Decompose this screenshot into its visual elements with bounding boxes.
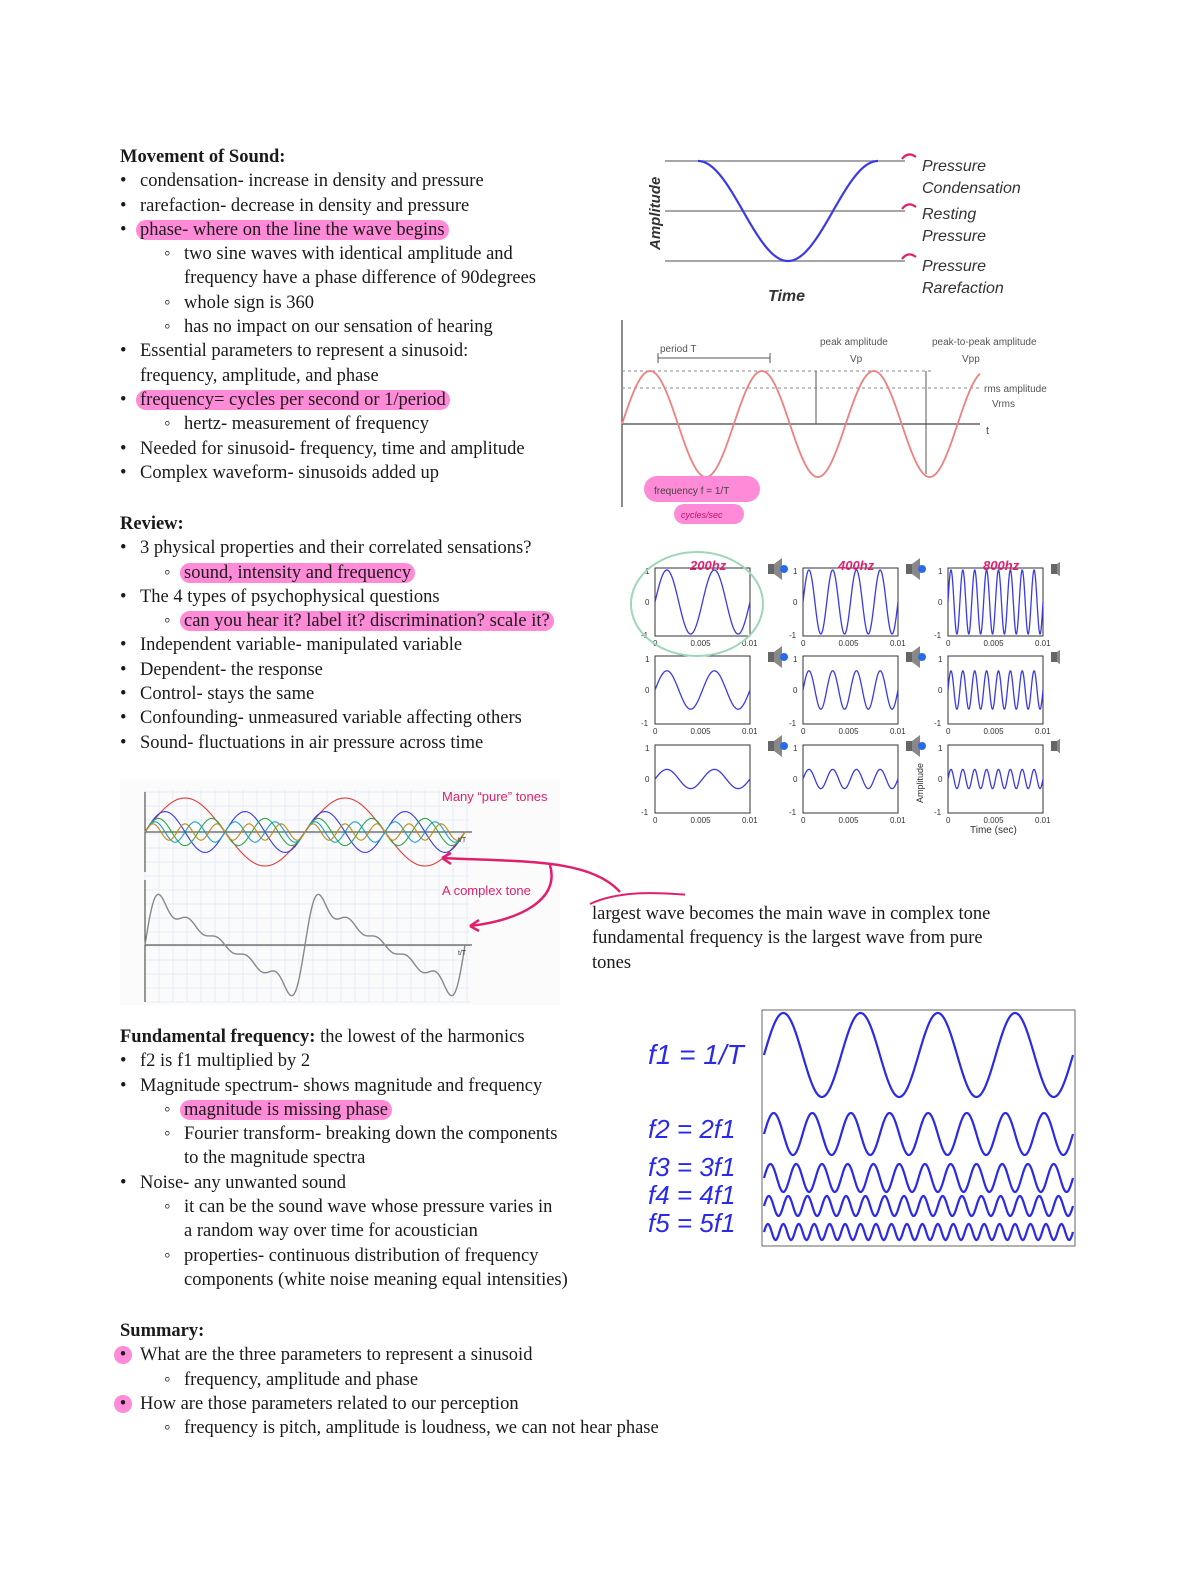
item-text: condensation- increase in density and pressure xyxy=(140,171,484,192)
harmonic-label: f3 = 3f1 xyxy=(648,1152,736,1182)
bullet-item xyxy=(120,633,640,657)
bullet-item xyxy=(120,1392,760,1416)
bullet-item xyxy=(120,536,640,560)
item-text: to the magnitude spectra xyxy=(184,1148,366,1169)
xtick-label: 0.005 xyxy=(983,639,1004,648)
xtick-label: 0.01 xyxy=(742,727,758,736)
xtick-label: 0.01 xyxy=(1035,816,1051,825)
harmonics-figure xyxy=(640,1008,1080,1248)
item-text: a random way over time for acoustician xyxy=(184,1221,478,1242)
ytick-label: -1 xyxy=(789,808,797,817)
speaker-icon xyxy=(906,558,926,580)
bullet-item xyxy=(120,585,640,609)
bullet-item xyxy=(120,706,640,730)
grid-xlabel: Time (sec) xyxy=(970,825,1017,836)
bullet-item xyxy=(120,682,640,706)
grid-ylabel: Amplitude xyxy=(915,762,925,803)
item-text: Magnitude spectrum- shows magnitude and frequency xyxy=(140,1075,543,1096)
item-text: phase- where on the line the wave begins xyxy=(136,220,449,240)
bullet-item xyxy=(120,339,640,363)
ytick-label: 0 xyxy=(793,686,798,695)
bullet-item xyxy=(120,1074,640,1098)
rms-label: rms amplitude xyxy=(984,384,1047,395)
item-text: properties- continuous distribution of frequency xyxy=(184,1245,539,1266)
ytick-label: 0 xyxy=(645,775,650,784)
ytick-label: 0 xyxy=(938,686,943,695)
xtick-label: 0 xyxy=(801,639,806,648)
item-text: Fourier transform- breaking down the components xyxy=(184,1124,558,1145)
label-resting-pressure: Pressure xyxy=(922,228,987,245)
harmonic-label: f4 = 4f1 xyxy=(648,1180,736,1210)
frequency-formula: frequency f = 1/T xyxy=(654,486,730,497)
sub-bullet-item xyxy=(120,412,640,436)
item-text: frequency is pitch, amplitude is loudness, we can not hear phase xyxy=(184,1418,659,1439)
bullet-item xyxy=(120,169,640,193)
bullet-item xyxy=(120,1171,640,1195)
period-label: period T xyxy=(660,344,697,355)
speaker-icon xyxy=(768,646,788,668)
xtick-label: 0 xyxy=(653,727,658,736)
heading-summary: Summary: xyxy=(120,1321,205,1341)
item-text: it can be the sound wave whose pressure varies in xyxy=(184,1197,553,1218)
sub-bullet-item xyxy=(120,1368,760,1392)
xtick-label: 0.005 xyxy=(690,727,711,736)
item-text: hertz- measurement of frequency xyxy=(184,414,429,435)
xtick-label: 0 xyxy=(801,727,806,736)
xtick-label: 0 xyxy=(946,816,951,825)
item-text: can you hear it? label it? discrimination? scale it? xyxy=(180,611,554,631)
bullet-item xyxy=(120,437,640,461)
fundamental-list xyxy=(120,1049,640,1292)
xtick-label: 0 xyxy=(653,816,658,825)
xtick-label: 0.005 xyxy=(983,816,1004,825)
complex-tone-label: A complex tone xyxy=(442,883,531,898)
heading-fundamental: Fundamental frequency: xyxy=(120,1027,316,1047)
label-rarefaction: Rarefaction xyxy=(922,280,1004,297)
xtick-label: 0 xyxy=(653,639,658,648)
ytick-label: -1 xyxy=(641,631,649,640)
item-text: 3 physical properties and their correlated sensations? xyxy=(140,538,532,559)
bullet-item xyxy=(120,461,640,485)
sub-bullet-item xyxy=(120,242,640,266)
t-axis-label: t xyxy=(986,425,990,437)
ytick-label: -1 xyxy=(789,631,797,640)
ytick-label: 1 xyxy=(938,744,943,753)
bullet-item xyxy=(120,731,640,755)
heading-fundamental-line xyxy=(120,1025,640,1049)
xtick-label: 0.005 xyxy=(838,639,859,648)
label-condensation: Condensation xyxy=(922,180,1021,197)
sub-bullet-item xyxy=(120,1146,640,1170)
item-text: frequency have a phase difference of 90degrees xyxy=(184,268,536,289)
sub-bullet-item xyxy=(120,266,640,290)
speaker-icon xyxy=(768,735,788,757)
item-text: sound, intensity and frequency xyxy=(180,563,415,583)
ytick-label: 1 xyxy=(645,655,650,664)
xtick-label: 0.01 xyxy=(890,727,906,736)
time-axis-label: Time xyxy=(768,288,806,305)
item-text: Noise- any unwanted sound xyxy=(140,1172,347,1193)
ytick-label: -1 xyxy=(934,808,942,817)
item-text: f2 is f1 multiplied by 2 xyxy=(140,1051,311,1072)
ytick-label: -1 xyxy=(934,719,942,728)
sub-bullet-item xyxy=(120,609,640,633)
speaker-icon xyxy=(906,735,926,757)
hand-freq-label: 400hz xyxy=(838,558,875,573)
heading-review: Review: xyxy=(120,514,184,534)
item-text: What are the three parameters to represent a sinusoid xyxy=(140,1345,533,1366)
xtick-label: 0.005 xyxy=(838,727,859,736)
pressure-wave-figure xyxy=(640,145,1040,310)
cycles-per-sec-scribble: cycles/sec xyxy=(681,510,723,520)
item-text: components (white noise meaning equal intensities) xyxy=(184,1269,568,1290)
xtick-label: 0 xyxy=(946,727,951,736)
sub-bullet-item xyxy=(120,1244,640,1268)
bullet-item xyxy=(120,194,640,218)
section-summary xyxy=(120,1319,760,1440)
ytick-label: 1 xyxy=(793,567,798,576)
note-line: fundamental frequency is the largest wave from pure xyxy=(592,928,983,949)
item-text: has no impact on our sensation of hearing xyxy=(184,317,493,338)
ytick-label: 1 xyxy=(793,744,798,753)
hand-freq-label: 800hz xyxy=(983,558,1020,573)
amplitude-axis-label: Amplitude xyxy=(647,176,664,250)
peak-to-peak-label: peak-to-peak amplitude xyxy=(932,337,1037,348)
harmonic-label: f5 = 5f1 xyxy=(648,1208,736,1238)
vrms-label: Vrms xyxy=(992,399,1015,410)
bracket-mark xyxy=(590,893,685,904)
bullet-item xyxy=(120,1343,760,1367)
label-pressure-2: Pressure xyxy=(922,258,987,275)
xtick-label: 0.005 xyxy=(983,727,1004,736)
ytick-label: 0 xyxy=(645,686,650,695)
item-text: Independent variable- manipulated variable xyxy=(140,635,463,656)
speaker-icon xyxy=(1051,558,1060,580)
sub-bullet-item xyxy=(120,1098,640,1122)
bullet-item xyxy=(120,364,640,388)
item-text: Complex waveform- sinusoids added up xyxy=(140,462,440,483)
item-text: Dependent- the response xyxy=(140,659,323,680)
ytick-label: 1 xyxy=(645,567,650,576)
speaker-icon xyxy=(768,558,788,580)
item-text: How are those parameters related to our perception xyxy=(140,1393,519,1414)
xaxis-label: t/T xyxy=(458,950,467,957)
item-text: Essential parameters to represent a sinusoid: xyxy=(140,341,469,362)
note-line: tones xyxy=(592,952,632,973)
xtick-label: 0 xyxy=(946,639,951,648)
ytick-label: 0 xyxy=(793,775,798,784)
sub-bullet-item xyxy=(120,291,640,315)
ytick-label: 1 xyxy=(645,744,650,753)
heading-fundamental-rest: the lowest of the harmonics xyxy=(315,1027,525,1047)
xaxis-label: t/T xyxy=(458,837,467,844)
ytick-label: 0 xyxy=(793,598,798,607)
ytick-label: 0 xyxy=(938,598,943,607)
item-text: magnitude is missing phase xyxy=(180,1100,392,1120)
speaker-icon xyxy=(906,646,926,668)
pure-complex-tones-figure xyxy=(120,780,685,1005)
xtick-label: 0.005 xyxy=(690,639,711,648)
item-text: frequency= cycles per second or 1/period xyxy=(136,390,450,410)
item-text: The 4 types of psychophysical questions xyxy=(140,586,440,607)
harmonic-label: f1 = 1/T xyxy=(648,1039,744,1070)
section-fundamental xyxy=(120,1025,640,1292)
vpp-label: Vpp xyxy=(962,354,980,365)
harmonics-frame xyxy=(762,1010,1075,1246)
ytick-label: -1 xyxy=(641,808,649,817)
item-text: two sine waves with identical amplitude and xyxy=(184,244,513,265)
speaker-icon xyxy=(1051,646,1060,668)
ytick-label: -1 xyxy=(641,719,649,728)
ytick-label: -1 xyxy=(934,631,942,640)
sub-bullet-item xyxy=(120,561,640,585)
ytick-label: 1 xyxy=(793,655,798,664)
sub-bullet-item xyxy=(120,315,640,339)
item-text: Confounding- unmeasured variable affecting others xyxy=(140,708,522,729)
xtick-label: 0.005 xyxy=(838,816,859,825)
xtick-label: 0.01 xyxy=(890,639,906,648)
ytick-label: 1 xyxy=(938,655,943,664)
section-movement-of-sound xyxy=(120,145,640,485)
item-text: rarefaction- decrease in density and pressure xyxy=(140,195,470,216)
sub-bullet-item xyxy=(120,1195,640,1219)
item-text: frequency, amplitude and phase xyxy=(184,1369,419,1390)
heading-movement-of-sound: Movement of Sound: xyxy=(120,147,286,167)
xtick-label: 0.01 xyxy=(1035,727,1051,736)
item-text: Sound- fluctuations in air pressure across time xyxy=(140,732,484,753)
ytick-label: 0 xyxy=(938,775,943,784)
item-text: whole sign is 360 xyxy=(184,292,315,313)
review-list xyxy=(120,536,640,755)
bullet-item xyxy=(120,218,640,242)
vp-label: Vp xyxy=(850,354,863,365)
item-text: frequency, amplitude, and phase xyxy=(140,365,379,386)
sub-bullet-item xyxy=(120,1219,640,1243)
peak-amplitude-label: peak amplitude xyxy=(820,337,888,348)
xtick-label: 0.01 xyxy=(890,816,906,825)
xtick-label: 0 xyxy=(801,816,806,825)
hand-freq-label: 200hz xyxy=(690,558,727,573)
label-pressure: Pressure xyxy=(922,158,987,175)
sub-bullet-item xyxy=(120,1416,760,1440)
section-review xyxy=(120,512,640,755)
pure-tones-label: Many “pure” tones xyxy=(442,789,548,804)
movement-list xyxy=(120,169,640,485)
item-text: Needed for sinusoid- frequency, time and amplitude xyxy=(140,438,525,459)
sub-bullet-item xyxy=(120,1268,640,1292)
bullet-item xyxy=(120,658,640,682)
bullet-item xyxy=(120,388,640,412)
summary-list xyxy=(120,1343,760,1440)
sub-bullet-item xyxy=(120,1122,640,1146)
ytick-label: -1 xyxy=(789,719,797,728)
item-text: Control- stays the same xyxy=(140,684,315,705)
harmonic-label: f2 = 2f1 xyxy=(648,1114,736,1144)
xtick-label: 0.01 xyxy=(742,639,758,648)
speaker-icon xyxy=(1051,735,1060,757)
xtick-label: 0.01 xyxy=(742,816,758,825)
note-line: largest wave becomes the main wave in complex tone xyxy=(592,904,991,924)
xtick-label: 0.01 xyxy=(1035,639,1051,648)
xtick-label: 0.005 xyxy=(690,816,711,825)
ytick-label: 1 xyxy=(938,567,943,576)
label-resting: Resting xyxy=(922,206,977,223)
bullet-item xyxy=(120,1049,640,1073)
ytick-label: 0 xyxy=(645,598,650,607)
period-amplitude-figure xyxy=(618,312,1060,527)
